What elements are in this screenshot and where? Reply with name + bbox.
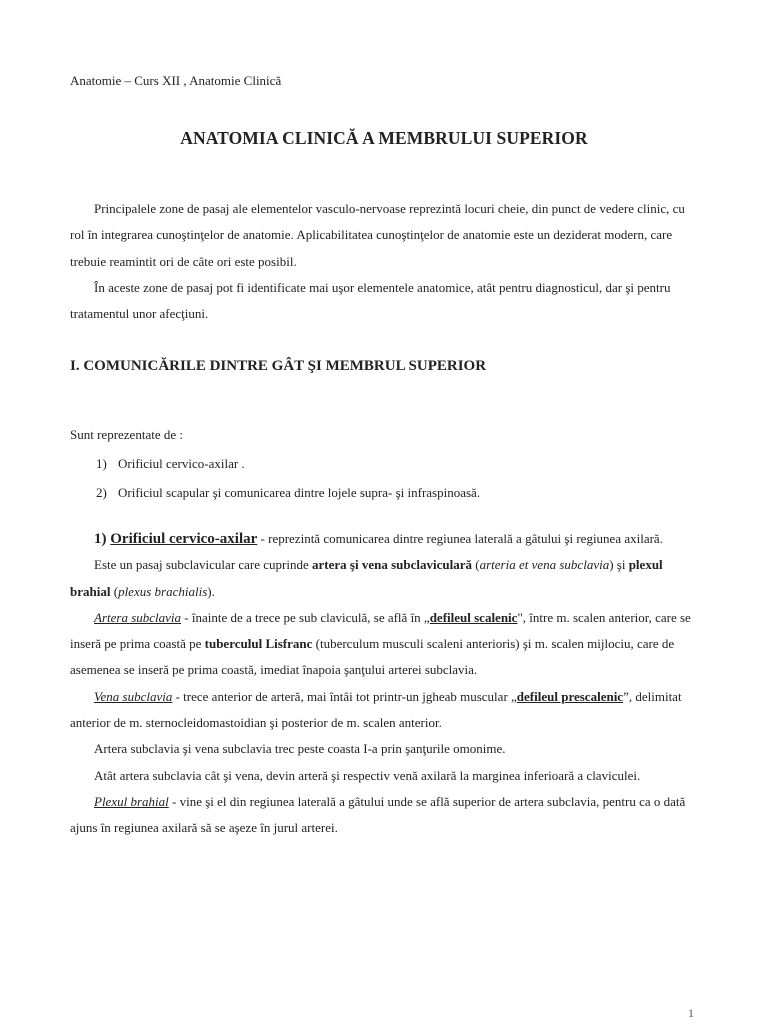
underlined-term: Artera subclavia (94, 609, 182, 625)
text-run: - trece anterior de arteră, mai întâi tot printr-un jgheab muscular „ (172, 688, 517, 704)
text-run: ”, delimitat anterior de m. sternocleidomastoidian şi posterior de m. scalen anterior. (70, 688, 682, 731)
subsection-heading: Orificiul cervico-axilar (110, 531, 258, 547)
subsection-heading-rest: - reprezintă comunicarea dintre regiunea laterală a gâtului şi regiunea axilară. (257, 531, 663, 546)
section-heading: I. COMUNICĂRILE DINTRE GÂT ŞI MEMBRUL SUPERIOR (70, 358, 487, 374)
subsection-intro (70, 526, 700, 552)
subsection-cervico-axilar (70, 526, 700, 842)
text-run: ) şi (609, 557, 629, 573)
paragraph-vena (70, 684, 700, 737)
underlined-term: Vena subclavia (94, 688, 173, 704)
section-list-block (70, 420, 700, 507)
text-run: (tuberculum musculi scaleni anterioris) şi m. scalen mijlociu, care de asemenea se inseră pe prima coastă, imediat înapoia şanţului arterei subclavia. (70, 636, 675, 678)
page-number: 1 (688, 1006, 694, 1020)
bold-term: tuberculul Lisfranc (204, 636, 313, 652)
paragraph-artera (70, 605, 700, 684)
text-run: ", între m. scalen anterior, care se inseră pe prima coastă pe (70, 609, 691, 652)
list-item-text: Orificiul cervico-axilar . (118, 456, 245, 471)
list-item-number: 1) (96, 456, 107, 471)
numbered-list (70, 449, 700, 507)
page-title: ANATOMIA CLINICĂ A MEMBRULUI SUPERIOR (180, 128, 588, 148)
paragraph-plexul (70, 789, 700, 842)
intro-section (70, 196, 700, 327)
paragraph-coasta: Artera subclavia şi vena subclavia trec peste coasta I-a prin şanţurile omonime. (94, 741, 506, 757)
italic-term: arteria et vena subclavia (479, 557, 610, 573)
section-lead: Sunt reprezentate de : (70, 427, 183, 442)
paragraph-axilara: Atât artera subclavia cât şi vena, devin arteră şi respectiv venă axilară la marginea inferioară a claviculei. (94, 767, 641, 783)
subsection-number: 1) (94, 531, 107, 547)
italic-term: plexus brachialis (118, 583, 208, 599)
intro-paragraph-2: În aceste zone de pasaj pot fi identificate mai uşor elementele anatomice, atât pentru diagnosticul, dar şi pentru tratamentul unor afecţiuni. (70, 279, 671, 322)
paragraph-pasaj (70, 552, 700, 605)
bold-term: defileul scalenic (429, 609, 518, 625)
list-item (70, 449, 700, 478)
list-item (70, 478, 700, 507)
underlined-term: Plexul brahial (94, 793, 169, 809)
bold-term: artera şi vena subclaviculară (312, 557, 472, 573)
bold-term: plexul brahial (70, 557, 663, 599)
list-item-text: Orificiul scapular şi comunicarea dintre lojele supra- şi infraspinoasă. (118, 485, 481, 500)
text-run: Este un pasaj subclavicular care cuprinde (94, 557, 313, 573)
intro-paragraph-1: Principalele zone de pasaj ale elementelor vasculo-nervoase reprezintă locuri cheie, din punct de vedere clinic, cu rol în integrarea cunoştinţelor de anatomie. Aplicabilitatea cunoştinţelor de anatomie este un deziderat modern, care trebuie reamintit ori de câte ori este posibil. (70, 201, 685, 269)
running-header: Anatomie – Curs XII , Anatomie Clinică (70, 73, 282, 88)
text-run: - vine şi el din regiunea laterală a gâtului unde se află superior de artera subclavia, pentru ca o dată ajuns în regiunea axilară să se aşeze în jurul arterei. (70, 793, 686, 836)
bold-term: defileul prescalenic (516, 688, 624, 704)
text-run: ). (207, 583, 215, 599)
text-run: ( (110, 583, 119, 599)
text-run: - înainte de a trece pe sub claviculă, se află în „ (181, 609, 430, 625)
list-item-number: 2) (96, 485, 107, 500)
text-run: ( (472, 557, 480, 573)
